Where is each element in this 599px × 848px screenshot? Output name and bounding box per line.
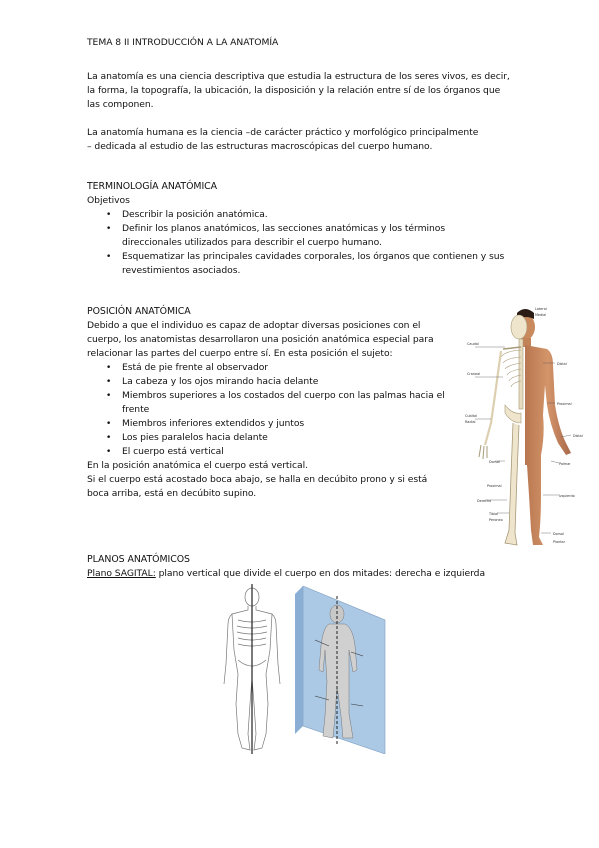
list-item: Miembros superiores a los costados del cuerpo con las palmas hacia el <box>122 390 445 401</box>
list-item-continuation: revestimientos asociados. <box>122 265 241 276</box>
page-title: TEMA 8 II INTRODUCCIÓN A LA ANATOMÍA <box>87 37 279 48</box>
text-line: boca arriba, está en decúbito supino. <box>87 488 257 499</box>
svg-text:Plantar: Plantar <box>553 540 566 544</box>
text-line: La anatomía es una ciencia descriptiva que estudia la estructura de los seres vivos, es decir, <box>87 71 510 82</box>
section-heading-terminologia: TERMINOLOGÍA ANATÓMICA <box>87 181 218 192</box>
svg-text:Medial: Medial <box>535 313 547 317</box>
svg-text:Derecho: Derecho <box>477 499 492 503</box>
bullet-icon: • <box>106 377 112 387</box>
plano-sagital-line <box>87 568 485 581</box>
bullet-icon: • <box>106 433 112 443</box>
svg-text:Proximal: Proximal <box>557 402 572 406</box>
bullet-icon: • <box>106 447 112 457</box>
svg-text:Dorsal: Dorsal <box>553 532 564 536</box>
list-item: Miembros inferiores extendidos y juntos <box>122 418 305 429</box>
text-line: – dedicada al estudio de las estructuras macroscópicas del cuerpo humano. <box>87 141 433 152</box>
text-line: Si el cuerpo está acostado boca abajo, se halla en decúbito prono y si está <box>87 474 428 485</box>
svg-text:Dorsal: Dorsal <box>489 460 500 464</box>
list-item-continuation: direccionales utilizados para describir el cuerpo humano. <box>122 237 382 248</box>
list-item: La cabeza y los ojos mirando hacia delante <box>122 376 319 387</box>
list-item: El cuerpo está vertical <box>122 446 224 457</box>
bullet-icon: • <box>106 419 112 429</box>
svg-text:Distal: Distal <box>557 362 567 366</box>
list-item-continuation: frente <box>122 404 150 415</box>
svg-text:Izquierdo: Izquierdo <box>559 494 575 498</box>
text-line: relacionar las partes del cuerpo entre sí. En esta posición el sujeto: <box>87 348 393 359</box>
bullet-icon: • <box>106 210 112 220</box>
plano-sagital-text: plano vertical que divide el cuerpo en dos mitades: derecha e izquierda <box>155 568 486 579</box>
plano-sagital-label: Plano SAGITAL: <box>87 568 156 579</box>
section-heading-posicion: POSICIÓN ANATÓMICA <box>87 306 191 317</box>
section-heading-planos: PLANOS ANATÓMICOS <box>87 554 190 565</box>
sagittal-plane-figure <box>293 586 389 754</box>
body-skin-half <box>515 309 571 545</box>
objetivos-label: Objetivos <box>87 195 130 206</box>
svg-text:Peroneo: Peroneo <box>489 518 503 522</box>
skeleton-half <box>479 315 527 545</box>
svg-text:Craneal: Craneal <box>467 372 481 376</box>
svg-text:Radial: Radial <box>465 420 476 424</box>
text-line: las componen. <box>87 99 154 110</box>
svg-text:Cubital: Cubital <box>465 414 477 418</box>
text-line: Debido a que el individuo es capaz de adoptar diversas posiciones con el <box>87 320 421 331</box>
svg-text:Tibial: Tibial <box>489 512 499 516</box>
text-line: La anatomía humana es la ciencia –de carácter práctico y morfológico principalmente <box>87 127 479 138</box>
svg-text:Palmar: Palmar <box>559 462 571 466</box>
bullet-icon: • <box>106 252 112 262</box>
svg-text:Proximal: Proximal <box>487 484 502 488</box>
list-item: Definir los planos anatómicos, las secciones anatómicas y los términos <box>122 223 446 234</box>
bullet-icon: • <box>106 363 112 373</box>
list-item: Esquematizar las principales cavidades corporales, los órganos que contienen y sus <box>122 251 505 262</box>
sagittal-line-figure <box>218 584 286 756</box>
text-line: la forma, la topografía, la ubicación, la disposición y la relación entre sí de los órganos que <box>87 85 501 96</box>
bullet-icon: • <box>106 391 112 401</box>
bullet-icon: • <box>106 224 112 234</box>
text-line: En la posición anatómica el cuerpo está vertical. <box>87 460 308 471</box>
svg-text:Lateral: Lateral <box>535 307 547 311</box>
text-line: cuerpo, los anatomistas desarrollaron una posición anatómica especial para <box>87 334 434 345</box>
anatomical-position-figure <box>455 305 585 550</box>
list-item: Los pies paralelos hacia delante <box>122 432 268 443</box>
list-item: Está de pie frente al observador <box>122 362 269 373</box>
svg-text:Caudal: Caudal <box>467 342 479 346</box>
list-item: Describir la posición anatómica. <box>122 209 268 220</box>
svg-text:Distal: Distal <box>573 434 583 438</box>
